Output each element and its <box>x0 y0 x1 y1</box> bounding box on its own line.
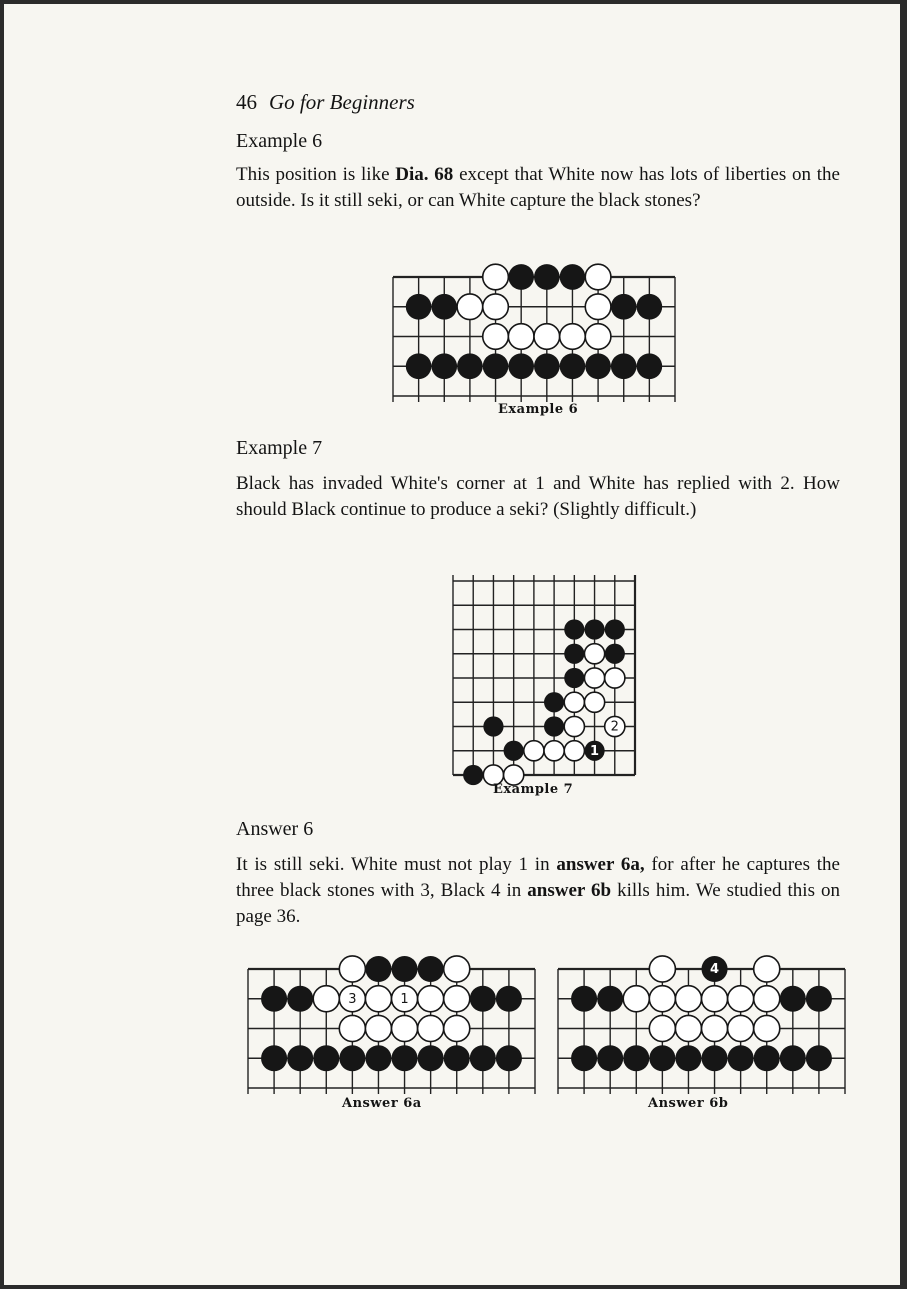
answer-6a-reference: answer 6a, <box>556 854 645 875</box>
white-stone <box>585 264 611 290</box>
black-stone <box>261 986 287 1012</box>
black-stone <box>544 716 564 736</box>
white-stone <box>339 1015 365 1041</box>
white-stone <box>702 986 728 1012</box>
white-stone <box>418 986 444 1012</box>
white-stone <box>702 1015 728 1041</box>
running-head <box>236 90 415 115</box>
black-stone <box>806 986 832 1012</box>
black-stone <box>675 1045 701 1071</box>
page-number: 46 <box>236 90 257 114</box>
white-stone <box>418 1015 444 1041</box>
black-stone <box>637 353 663 379</box>
black-stone <box>313 1045 339 1071</box>
black-stone <box>534 264 560 290</box>
white-stone <box>564 741 584 761</box>
black-stone <box>560 264 586 290</box>
black-stone <box>496 1045 522 1071</box>
black-stone <box>754 1045 780 1071</box>
black-stone <box>564 619 584 639</box>
white-stone <box>584 644 604 664</box>
black-stone <box>261 1045 287 1071</box>
move-number-label: 1 <box>400 991 409 1007</box>
answer-6-heading: Answer 6 <box>236 818 314 840</box>
example-7-caption: Example 7 <box>493 782 574 797</box>
black-stone <box>406 353 432 379</box>
answer-6a-caption: Answer 6a <box>342 1096 422 1111</box>
answer-6-text: It is still seki. White must not play 1 in answer 6a, for after he captures the three black stones with 3, Black 4 in answer 6b kills him. We studied this on page 36. <box>236 854 840 927</box>
answer-6b-reference: answer 6b <box>527 880 612 901</box>
black-stone <box>605 644 625 664</box>
white-stone <box>605 668 625 688</box>
black-stone <box>597 986 623 1012</box>
black-stone <box>496 986 522 1012</box>
black-stone <box>406 294 432 320</box>
black-stone <box>611 353 637 379</box>
white-stone <box>584 692 604 712</box>
move-number-label: 4 <box>710 962 720 977</box>
black-stone <box>597 1045 623 1071</box>
black-stone <box>508 264 534 290</box>
black-stone <box>544 692 564 712</box>
example-6-text: This position is like Dia. 68 except that White now has lots of liberties on the outside. Is it still seki, or can White capture the black stones? <box>236 164 840 211</box>
white-stone <box>649 986 675 1012</box>
black-stone <box>504 741 524 761</box>
white-stone <box>754 956 780 982</box>
white-stone <box>623 986 649 1012</box>
black-stone <box>483 353 509 379</box>
black-stone <box>571 986 597 1012</box>
black-stone <box>470 986 496 1012</box>
move-number-label: 3 <box>348 991 357 1007</box>
black-stone <box>780 1045 806 1071</box>
example-7-text: Black has invaded White's corner at 1 and White has replied with 2. How should Black continue to produce a seki? (Slightly difficult.) <box>236 473 840 520</box>
black-stone <box>605 619 625 639</box>
black-stone <box>418 956 444 982</box>
example-6-heading: Example 6 <box>236 130 323 152</box>
example-7-heading: Example 7 <box>236 437 323 459</box>
black-stone <box>806 1045 832 1071</box>
white-stone <box>444 1015 470 1041</box>
white-stone <box>444 986 470 1012</box>
example-6-caption: Example 6 <box>498 402 579 417</box>
white-stone <box>584 668 604 688</box>
example-6-diagram <box>389 267 679 402</box>
black-stone <box>571 1045 597 1071</box>
black-stone <box>584 619 604 639</box>
black-stone <box>431 353 457 379</box>
black-stone <box>560 353 586 379</box>
white-stone <box>534 324 560 350</box>
answer-6b-diagram <box>554 959 849 1094</box>
black-stone <box>287 1045 313 1071</box>
white-stone <box>544 741 564 761</box>
white-stone <box>483 324 509 350</box>
white-stone <box>457 294 483 320</box>
black-stone <box>365 1045 391 1071</box>
black-stone <box>470 1045 496 1071</box>
white-stone <box>728 986 754 1012</box>
black-stone <box>444 1045 470 1071</box>
black-stone <box>431 294 457 320</box>
black-stone <box>564 644 584 664</box>
black-stone <box>702 1045 728 1071</box>
white-stone <box>365 986 391 1012</box>
black-stone <box>392 1045 418 1071</box>
black-stone <box>418 1045 444 1071</box>
white-stone <box>754 1015 780 1041</box>
black-stone <box>287 986 313 1012</box>
white-stone <box>483 264 509 290</box>
black-stone <box>392 956 418 982</box>
white-stone <box>365 1015 391 1041</box>
white-stone <box>564 716 584 736</box>
white-stone <box>649 956 675 982</box>
answer-6a-diagram <box>244 959 539 1094</box>
move-number-label: 2 <box>610 719 619 735</box>
white-stone <box>444 956 470 982</box>
book-page <box>4 4 900 1285</box>
example-7-diagram <box>449 571 639 781</box>
white-stone <box>585 294 611 320</box>
black-stone <box>623 1045 649 1071</box>
white-stone <box>508 324 534 350</box>
black-stone <box>365 956 391 982</box>
black-stone <box>508 353 534 379</box>
white-stone <box>560 324 586 350</box>
white-stone <box>564 692 584 712</box>
black-stone <box>457 353 483 379</box>
white-stone <box>524 741 544 761</box>
white-stone <box>585 324 611 350</box>
black-stone <box>585 353 611 379</box>
answer-6b-caption: Answer 6b <box>648 1096 729 1111</box>
black-stone <box>483 716 503 736</box>
dia-68-reference: Dia. 68 <box>395 164 454 185</box>
white-stone <box>339 956 365 982</box>
white-stone <box>649 1015 675 1041</box>
black-stone <box>339 1045 365 1071</box>
white-stone <box>675 1015 701 1041</box>
black-stone <box>780 986 806 1012</box>
black-stone <box>564 668 584 688</box>
black-stone <box>534 353 560 379</box>
white-stone <box>313 986 339 1012</box>
white-stone <box>754 986 780 1012</box>
black-stone <box>463 765 483 785</box>
move-number-label: 1 <box>590 743 600 759</box>
black-stone <box>649 1045 675 1071</box>
white-stone <box>728 1015 754 1041</box>
white-stone <box>483 294 509 320</box>
black-stone <box>728 1045 754 1071</box>
book-title: Go for Beginners <box>269 90 415 114</box>
black-stone <box>611 294 637 320</box>
black-stone <box>637 294 663 320</box>
white-stone <box>392 1015 418 1041</box>
white-stone <box>675 986 701 1012</box>
